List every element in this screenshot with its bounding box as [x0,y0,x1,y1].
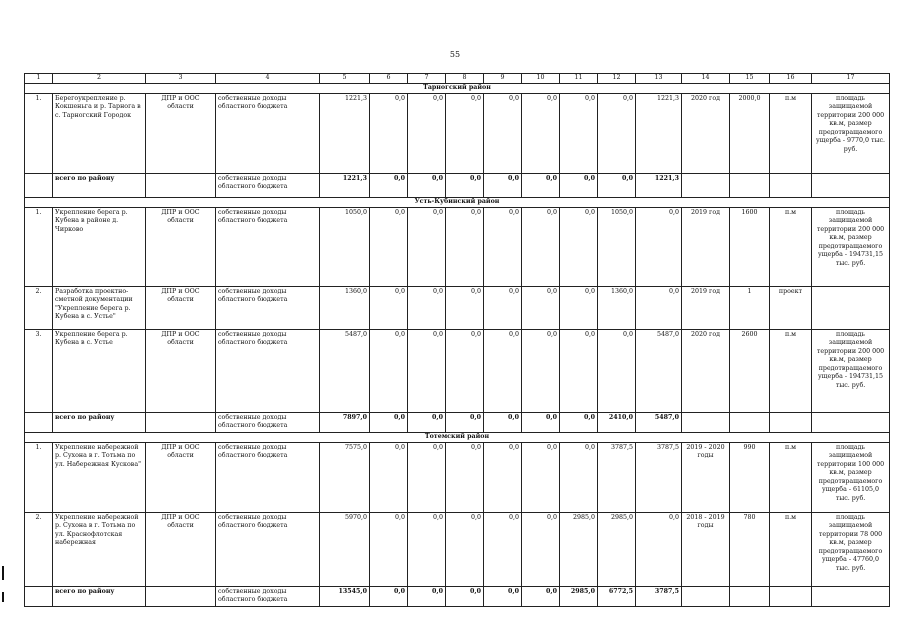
total-amount-col-12: 6772,5 [598,586,636,606]
amount-col-9: 0,0 [484,93,522,173]
amount-col-12: 0,0 [598,93,636,173]
capacity: 780 [730,512,770,586]
total-amount-col-7: 0,0 [408,586,446,606]
expected-effect: площадь защищаемой территории 78 000 кв.м, размер предотвращаемого ущерба - 47760,0 тыс. руб. [812,512,890,586]
unit: п.м [770,329,812,412]
capacity: 1 [730,286,770,329]
column-number-7: 7 [408,74,446,84]
period: 2020 год [682,93,730,173]
district-title: Тарногский район [25,83,890,93]
district-header-row [25,432,890,442]
executor: ДПР и ООС области [146,286,216,329]
expected-effect: площадь защищаемой территории 200 000 кв.м, размер предотвращаемого ущерба - 194731,15 тыс. руб. [812,207,890,286]
table-row [25,512,890,586]
total-blank [682,586,730,606]
total-amount-col-13: 1221,3 [636,173,682,197]
amount-col-10: 0,0 [522,207,560,286]
column-number-4: 4 [216,74,320,84]
district-total-row [25,173,890,197]
unit: п.м [770,207,812,286]
total-blank [25,586,53,606]
table-row [25,286,890,329]
total-amount-col-12: 2410,0 [598,412,636,432]
row-number: 1. [25,93,53,173]
amount-col-13: 0,0 [636,207,682,286]
column-number-14: 14 [682,74,730,84]
funding-source: собственные доходы областного бюджета [216,329,320,412]
amount-col-12: 0,0 [598,329,636,412]
amount-col-5: 5970,0 [320,512,370,586]
amount-col-11: 0,0 [560,286,598,329]
executor: ДПР и ООС области [146,512,216,586]
column-number-11: 11 [560,74,598,84]
total-blank [146,586,216,606]
capacity: 1600 [730,207,770,286]
total-blank [812,412,890,432]
amount-col-12: 1050,0 [598,207,636,286]
period: 2018 - 2019 годы [682,512,730,586]
district-total-row [25,586,890,606]
object-name: Разработка проектно-сметной документации "Укрепление берега р. Кубена в с. Устье" [53,286,146,329]
amount-col-7: 0,0 [408,286,446,329]
total-amount-col-10: 0,0 [522,173,560,197]
amount-col-13: 0,0 [636,512,682,586]
table-row [25,207,890,286]
total-blank [682,412,730,432]
amount-col-8: 0,0 [446,93,484,173]
executor: ДПР и ООС области [146,329,216,412]
district-total-row [25,412,890,432]
column-number-17: 17 [812,74,890,84]
total-amount-col-9: 0,0 [484,586,522,606]
amount-col-7: 0,0 [408,442,446,512]
total-amount-col-5: 7897,0 [320,412,370,432]
amount-col-12: 2985,0 [598,512,636,586]
budget-table [24,73,890,607]
amount-col-6: 0,0 [370,442,408,512]
unit: проект [770,286,812,329]
total-blank [730,586,770,606]
total-label: всего по району [53,586,146,606]
period: 2019 - 2020 годы [682,442,730,512]
total-amount-col-10: 0,0 [522,586,560,606]
period: 2019 год [682,286,730,329]
amount-col-6: 0,0 [370,512,408,586]
amount-col-5: 1360,0 [320,286,370,329]
row-number: 3. [25,329,53,412]
column-number-5: 5 [320,74,370,84]
amount-col-7: 0,0 [408,512,446,586]
expected-effect: площадь защищаемой территории 200 000 кв.м, размер предотвращаемого ущерба - 194731,15 тыс. руб. [812,329,890,412]
amount-col-5: 1050,0 [320,207,370,286]
amount-col-13: 5487,0 [636,329,682,412]
total-amount-col-6: 0,0 [370,173,408,197]
amount-col-6: 0,0 [370,286,408,329]
total-amount-col-6: 0,0 [370,412,408,432]
capacity: 2600 [730,329,770,412]
column-numbers-row [25,74,890,84]
column-number-12: 12 [598,74,636,84]
row-number: 2. [25,286,53,329]
total-amount-col-11: 2985,0 [560,586,598,606]
total-amount-col-8: 0,0 [446,412,484,432]
total-blank [812,586,890,606]
total-amount-col-9: 0,0 [484,173,522,197]
total-blank [730,412,770,432]
total-amount-col-11: 0,0 [560,412,598,432]
total-blank [25,412,53,432]
amount-col-8: 0,0 [446,512,484,586]
amount-col-11: 2985,0 [560,512,598,586]
total-blank [25,173,53,197]
amount-col-7: 0,0 [408,93,446,173]
amount-col-9: 0,0 [484,442,522,512]
amount-col-10: 0,0 [522,286,560,329]
total-amount-col-11: 0,0 [560,173,598,197]
object-name: Укрепление берега р. Кубена в с. Устье [53,329,146,412]
funding-source: собственные доходы областного бюджета [216,412,320,432]
executor: ДПР и ООС области [146,207,216,286]
total-amount-col-13: 3787,5 [636,586,682,606]
expected-effect: площадь защищаемой территории 200 000 кв.м, размер предотвращаемого ущерба - 9770,0 тыс. руб. [812,93,890,173]
page-number: 55 [449,50,461,59]
amount-col-11: 0,0 [560,207,598,286]
amount-col-7: 0,0 [408,329,446,412]
amount-col-5: 5487,0 [320,329,370,412]
amount-col-9: 0,0 [484,329,522,412]
total-amount-col-7: 0,0 [408,173,446,197]
column-number-10: 10 [522,74,560,84]
capacity: 990 [730,442,770,512]
funding-source: собственные доходы областного бюджета [216,286,320,329]
total-blank [682,173,730,197]
column-number-8: 8 [446,74,484,84]
total-amount-col-9: 0,0 [484,412,522,432]
object-name: Укрепление набережной р. Сухона в г. Тотьма по ул. Краснофлотская набережная [53,512,146,586]
column-number-15: 15 [730,74,770,84]
amount-col-13: 1221,3 [636,93,682,173]
object-name: Укрепление набережной р. Сухона в г. Тотьма по ул. Набережная Кускова" [53,442,146,512]
amount-col-7: 0,0 [408,207,446,286]
amount-col-6: 0,0 [370,207,408,286]
row-number: 1. [25,442,53,512]
amount-col-6: 0,0 [370,93,408,173]
amount-col-8: 0,0 [446,442,484,512]
amount-col-8: 0,0 [446,286,484,329]
total-amount-col-8: 0,0 [446,173,484,197]
funding-source: собственные доходы областного бюджета [216,93,320,173]
unit: п.м [770,442,812,512]
total-amount-col-10: 0,0 [522,412,560,432]
row-number: 2. [25,512,53,586]
district-title: Тотемский район [25,432,890,442]
column-number-16: 16 [770,74,812,84]
unit: п.м [770,512,812,586]
period: 2020 год [682,329,730,412]
total-amount-col-12: 0,0 [598,173,636,197]
total-label: всего по району [53,412,146,432]
amount-col-10: 0,0 [522,442,560,512]
amount-col-8: 0,0 [446,207,484,286]
column-number-1: 1 [25,74,53,84]
funding-source: собственные доходы областного бюджета [216,173,320,197]
amount-col-11: 0,0 [560,93,598,173]
total-amount-col-13: 5487,0 [636,412,682,432]
total-amount-col-5: 13545,0 [320,586,370,606]
amount-col-12: 3787,5 [598,442,636,512]
table-row [25,442,890,512]
column-number-9: 9 [484,74,522,84]
total-blank [146,412,216,432]
total-blank [770,412,812,432]
funding-source: собственные доходы областного бюджета [216,512,320,586]
total-blank [730,173,770,197]
object-name: Укрепление берега р. Кубена в районе д. Чирково [53,207,146,286]
funding-source: собственные доходы областного бюджета [216,207,320,286]
district-title: Усть-Кубинский район [25,197,890,207]
column-number-13: 13 [636,74,682,84]
funding-source: собственные доходы областного бюджета [216,442,320,512]
scan-edge-mark [2,566,4,580]
funding-source: собственные доходы областного бюджета [216,586,320,606]
capacity: 2000,0 [730,93,770,173]
column-number-6: 6 [370,74,408,84]
expected-effect: площадь защищаемой территории 100 000 кв.м, размер предотвращаемого ущерба - 61105,0 тыс. руб. [812,442,890,512]
total-blank [812,173,890,197]
amount-col-13: 0,0 [636,286,682,329]
amount-col-11: 0,0 [560,442,598,512]
amount-col-9: 0,0 [484,286,522,329]
total-amount-col-7: 0,0 [408,412,446,432]
total-blank [146,173,216,197]
total-label: всего по району [53,173,146,197]
amount-col-9: 0,0 [484,512,522,586]
total-amount-col-5: 1221,3 [320,173,370,197]
scan-edge-mark [2,592,4,602]
amount-col-6: 0,0 [370,329,408,412]
amount-col-9: 0,0 [484,207,522,286]
object-name: Берегоукрепление р. Кокшеньга и р. Тарнога в с. Тарногский Городок [53,93,146,173]
amount-col-10: 0,0 [522,93,560,173]
period: 2019 год [682,207,730,286]
expected-effect [812,286,890,329]
total-blank [770,586,812,606]
amount-col-8: 0,0 [446,329,484,412]
amount-col-11: 0,0 [560,329,598,412]
table-row [25,329,890,412]
table-row [25,93,890,173]
column-number-3: 3 [146,74,216,84]
executor: ДПР и ООС области [146,93,216,173]
total-amount-col-8: 0,0 [446,586,484,606]
amount-col-13: 3787,5 [636,442,682,512]
amount-col-5: 1221,3 [320,93,370,173]
executor: ДПР и ООС области [146,442,216,512]
row-number: 1. [25,207,53,286]
total-amount-col-6: 0,0 [370,586,408,606]
column-number-2: 2 [53,74,146,84]
district-header-row [25,83,890,93]
district-header-row [25,197,890,207]
total-blank [770,173,812,197]
unit: п.м [770,93,812,173]
amount-col-5: 7575,0 [320,442,370,512]
amount-col-10: 0,0 [522,512,560,586]
amount-col-10: 0,0 [522,329,560,412]
amount-col-12: 1360,0 [598,286,636,329]
